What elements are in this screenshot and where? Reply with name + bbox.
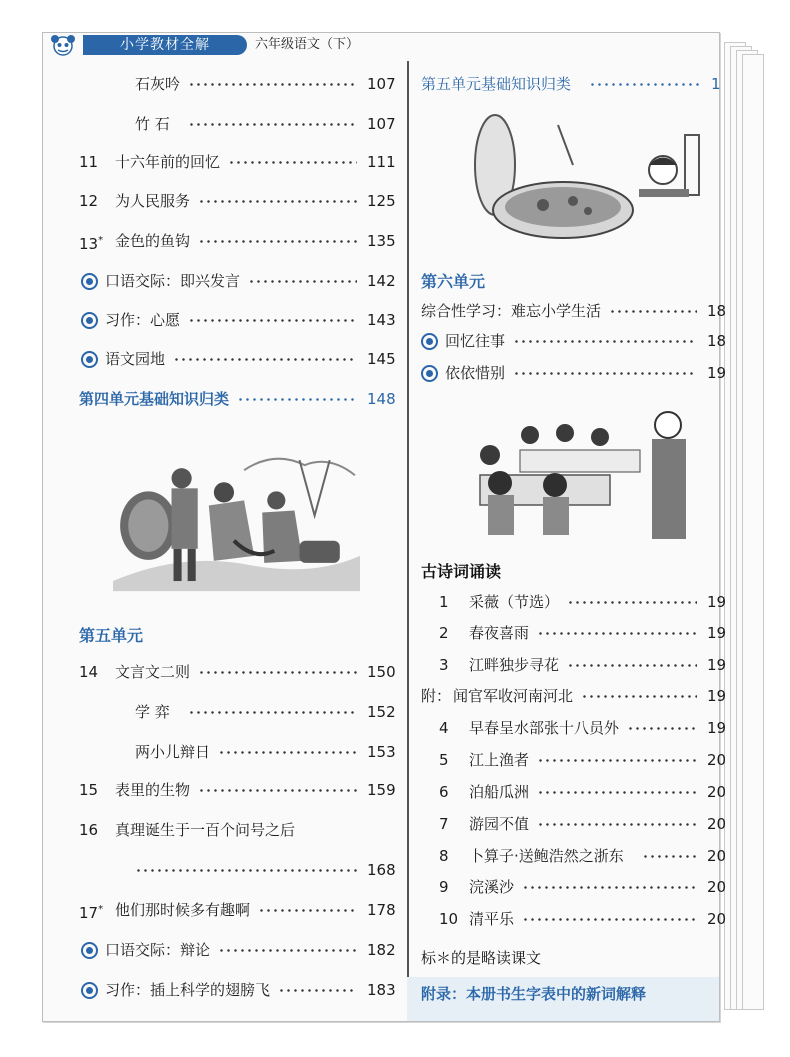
toc-title: 第四单元基础知识归类 (79, 390, 230, 408)
toc-entry[interactable] (79, 230, 399, 252)
toc-number: 附： (421, 687, 452, 705)
leader-dots (228, 161, 357, 164)
toc-title: 早春呈水部张十八员外 (469, 719, 620, 737)
toc-entry[interactable] (421, 749, 727, 771)
leader-dots (188, 711, 357, 714)
page-number: 19 (707, 687, 727, 705)
toc-title: 口语交际：即兴发言 (105, 272, 241, 290)
toc-title: 为人民服务 (115, 192, 191, 210)
bullet-circle-icon (81, 351, 98, 368)
page-number: 148 (367, 390, 396, 408)
toc-entry[interactable] (79, 113, 399, 135)
leader-dots (218, 949, 357, 952)
leader-dots (135, 869, 357, 872)
toc-title: 闻官军收河南河北 (453, 687, 574, 705)
toc-number: 5 (439, 751, 449, 769)
toc-number: 9 (439, 878, 449, 896)
page-number: 18 (707, 302, 727, 320)
page-number: 19 (707, 719, 727, 737)
leader-dots (188, 319, 357, 322)
appendix-link[interactable]: 附录：本册书生字表中的新词解释 (421, 985, 647, 1003)
toc-title: 采薇（节选） (469, 593, 560, 611)
page-number: 178 (367, 901, 396, 919)
toc-number: 17* (79, 904, 104, 922)
poems-list (421, 33, 727, 1021)
toc-number: 1 (439, 593, 449, 611)
page-number: 20 (707, 878, 727, 896)
unit5-heading: 第五单元 (79, 626, 144, 645)
unit6-heading: 第六单元 (421, 272, 486, 291)
toc-title: 学 弈 (135, 703, 170, 721)
leader-dots (248, 280, 357, 283)
leader-dots (537, 823, 697, 826)
toc-number: 7 (439, 815, 449, 833)
page-number: 182 (367, 941, 396, 959)
page-number: 168 (367, 861, 396, 879)
page-number: 153 (367, 743, 396, 761)
toc-entry[interactable] (79, 661, 399, 683)
toc-title: 游园不值 (469, 815, 530, 833)
page-number: 20 (707, 910, 727, 928)
leader-dots (198, 240, 357, 243)
toc-entry[interactable] (79, 741, 399, 763)
toc-number: 11 (79, 153, 99, 171)
page-number: 19 (707, 593, 727, 611)
toc-number: 13* (79, 235, 104, 253)
toc-number: 15 (79, 781, 99, 799)
leader-dots (188, 83, 357, 86)
poems-heading: 古诗词诵读 (421, 562, 502, 581)
toc-entry[interactable] (79, 939, 399, 961)
toc-title: 习作：心愿 (105, 311, 181, 329)
toc-entry[interactable] (79, 348, 399, 370)
page-stack-edge (742, 54, 764, 1010)
toc-entry[interactable] (79, 701, 399, 723)
leader-dots (642, 855, 697, 858)
toc-title: 十六年前的回忆 (115, 153, 221, 171)
toc-title: 金色的鱼钩 (115, 232, 191, 250)
toc-title: 文言文二则 (115, 663, 191, 681)
leader-dots (173, 358, 357, 361)
page-number: 150 (367, 663, 396, 681)
leader-dots (237, 398, 357, 401)
toc-title: 竹 石 (135, 115, 170, 133)
page-number: 111 (367, 153, 396, 171)
toc-entry[interactable] (79, 859, 399, 881)
toc-title: 泊船瓜洲 (469, 783, 530, 801)
page-number: 19 (707, 656, 727, 674)
page-number: 152 (367, 703, 396, 721)
page-number: 19 (707, 624, 727, 642)
bullet-circle-icon (81, 942, 98, 959)
toc-title: 浣溪沙 (469, 878, 515, 896)
note-text: 标＊的是略读课文 (421, 949, 542, 967)
page-number: 18 (707, 332, 727, 350)
toc-number: 4 (439, 719, 449, 737)
toc-title: 语文园地 (105, 350, 166, 368)
page-number: 142 (367, 272, 396, 290)
leader-dots (218, 751, 357, 754)
toc-number: 12 (79, 192, 99, 210)
toc-title: 卜算子·送鲍浩然之浙东 (469, 847, 624, 865)
toc-entry[interactable] (421, 845, 727, 867)
toc-entry[interactable] (79, 979, 399, 1001)
toc-entry[interactable] (79, 190, 399, 212)
toc-title: 依依惜别 (445, 364, 506, 382)
leader-dots (522, 886, 697, 889)
toc-title: 江畔独步寻花 (469, 656, 560, 674)
page-number: 143 (367, 311, 396, 329)
bullet-circle-icon (81, 312, 98, 329)
toc-entry[interactable] (79, 819, 399, 841)
toc-entry[interactable] (421, 654, 727, 676)
grade-label: 六年级语文（下） (255, 37, 360, 52)
toc-title: 他们那时候多有趣啊 (115, 901, 251, 919)
toc-number: 16 (79, 821, 99, 839)
leader-dots (198, 789, 357, 792)
page-number: 159 (367, 781, 396, 799)
toc-number: 2 (439, 624, 449, 642)
leader-dots (198, 671, 357, 674)
toc-title: 江上渔者 (469, 751, 530, 769)
page-number: 20 (707, 847, 727, 865)
toc-entry[interactable] (421, 781, 727, 803)
page-number: 145 (367, 350, 396, 368)
page-number: 135 (367, 232, 396, 250)
toc-entry[interactable] (79, 899, 399, 921)
leader-dots (537, 791, 697, 794)
page-number: 20 (707, 751, 727, 769)
leader-dots (567, 601, 697, 604)
toc-entry[interactable] (421, 622, 727, 644)
toc-title: 石灰吟 (135, 75, 181, 93)
page-number: 125 (367, 192, 396, 210)
page-number: 107 (367, 75, 396, 93)
leader-dots (258, 909, 357, 912)
toc-number: 8 (439, 847, 449, 865)
toc-title: 习作：插上科学的翅膀飞 (105, 981, 271, 999)
unit5-basics-link[interactable]: 第五单元基础知识归类 1 (421, 75, 721, 93)
toc-entry[interactable] (421, 876, 727, 898)
toc-entry[interactable] (79, 270, 399, 292)
leader-dots (567, 664, 697, 667)
toc-title: 真理诞生于一百个问号之后 (115, 821, 296, 839)
toc-entry[interactable] (421, 813, 727, 835)
toc-title: 清平乐 (469, 910, 515, 928)
leader-dots (198, 200, 357, 203)
leader-dots (627, 727, 697, 730)
toc-number: 10 (439, 910, 459, 928)
toc-number: 6 (439, 783, 449, 801)
toc-entry[interactable] (421, 717, 727, 739)
bullet-circle-icon (81, 273, 98, 290)
leader-dots (537, 759, 697, 762)
toc-title: 表里的生物 (115, 781, 191, 799)
leader-dots (581, 695, 697, 698)
bullet-circle-icon (81, 982, 98, 999)
leader-dots (537, 632, 697, 635)
toc-title: 两小儿辩日 (135, 743, 211, 761)
brand-tag: 小学教材全解 (83, 35, 247, 55)
soldiers-illustration (103, 428, 365, 593)
leader-dots (188, 123, 357, 126)
toc-title: 回忆往事 (445, 332, 506, 350)
toc-entry[interactable] (79, 309, 399, 331)
toc-title: 综合性学习：难忘小学生活 (421, 302, 602, 320)
toc-entry[interactable] (79, 779, 399, 801)
leader-dots (278, 989, 357, 992)
page-number: 20 (707, 783, 727, 801)
toc-entry[interactable] (79, 151, 399, 173)
toc-entry[interactable] (79, 388, 399, 410)
page-number: 183 (367, 981, 396, 999)
toc-entry[interactable] (421, 591, 727, 613)
contents-page (42, 32, 727, 1022)
toc-entry[interactable] (421, 908, 727, 930)
toc-number: 14 (79, 663, 99, 681)
toc-title: 口语交际：辩论 (105, 941, 211, 959)
toc-title: 春夜喜雨 (469, 624, 530, 642)
column-divider (407, 61, 409, 1011)
page-number: 19 (707, 364, 727, 382)
toc-entry[interactable] (421, 685, 727, 707)
leader-dots (522, 918, 697, 921)
toc-number: 3 (439, 656, 449, 674)
page-number: 107 (367, 115, 396, 133)
toc-entry[interactable] (79, 73, 399, 95)
page-number: 20 (707, 815, 727, 833)
